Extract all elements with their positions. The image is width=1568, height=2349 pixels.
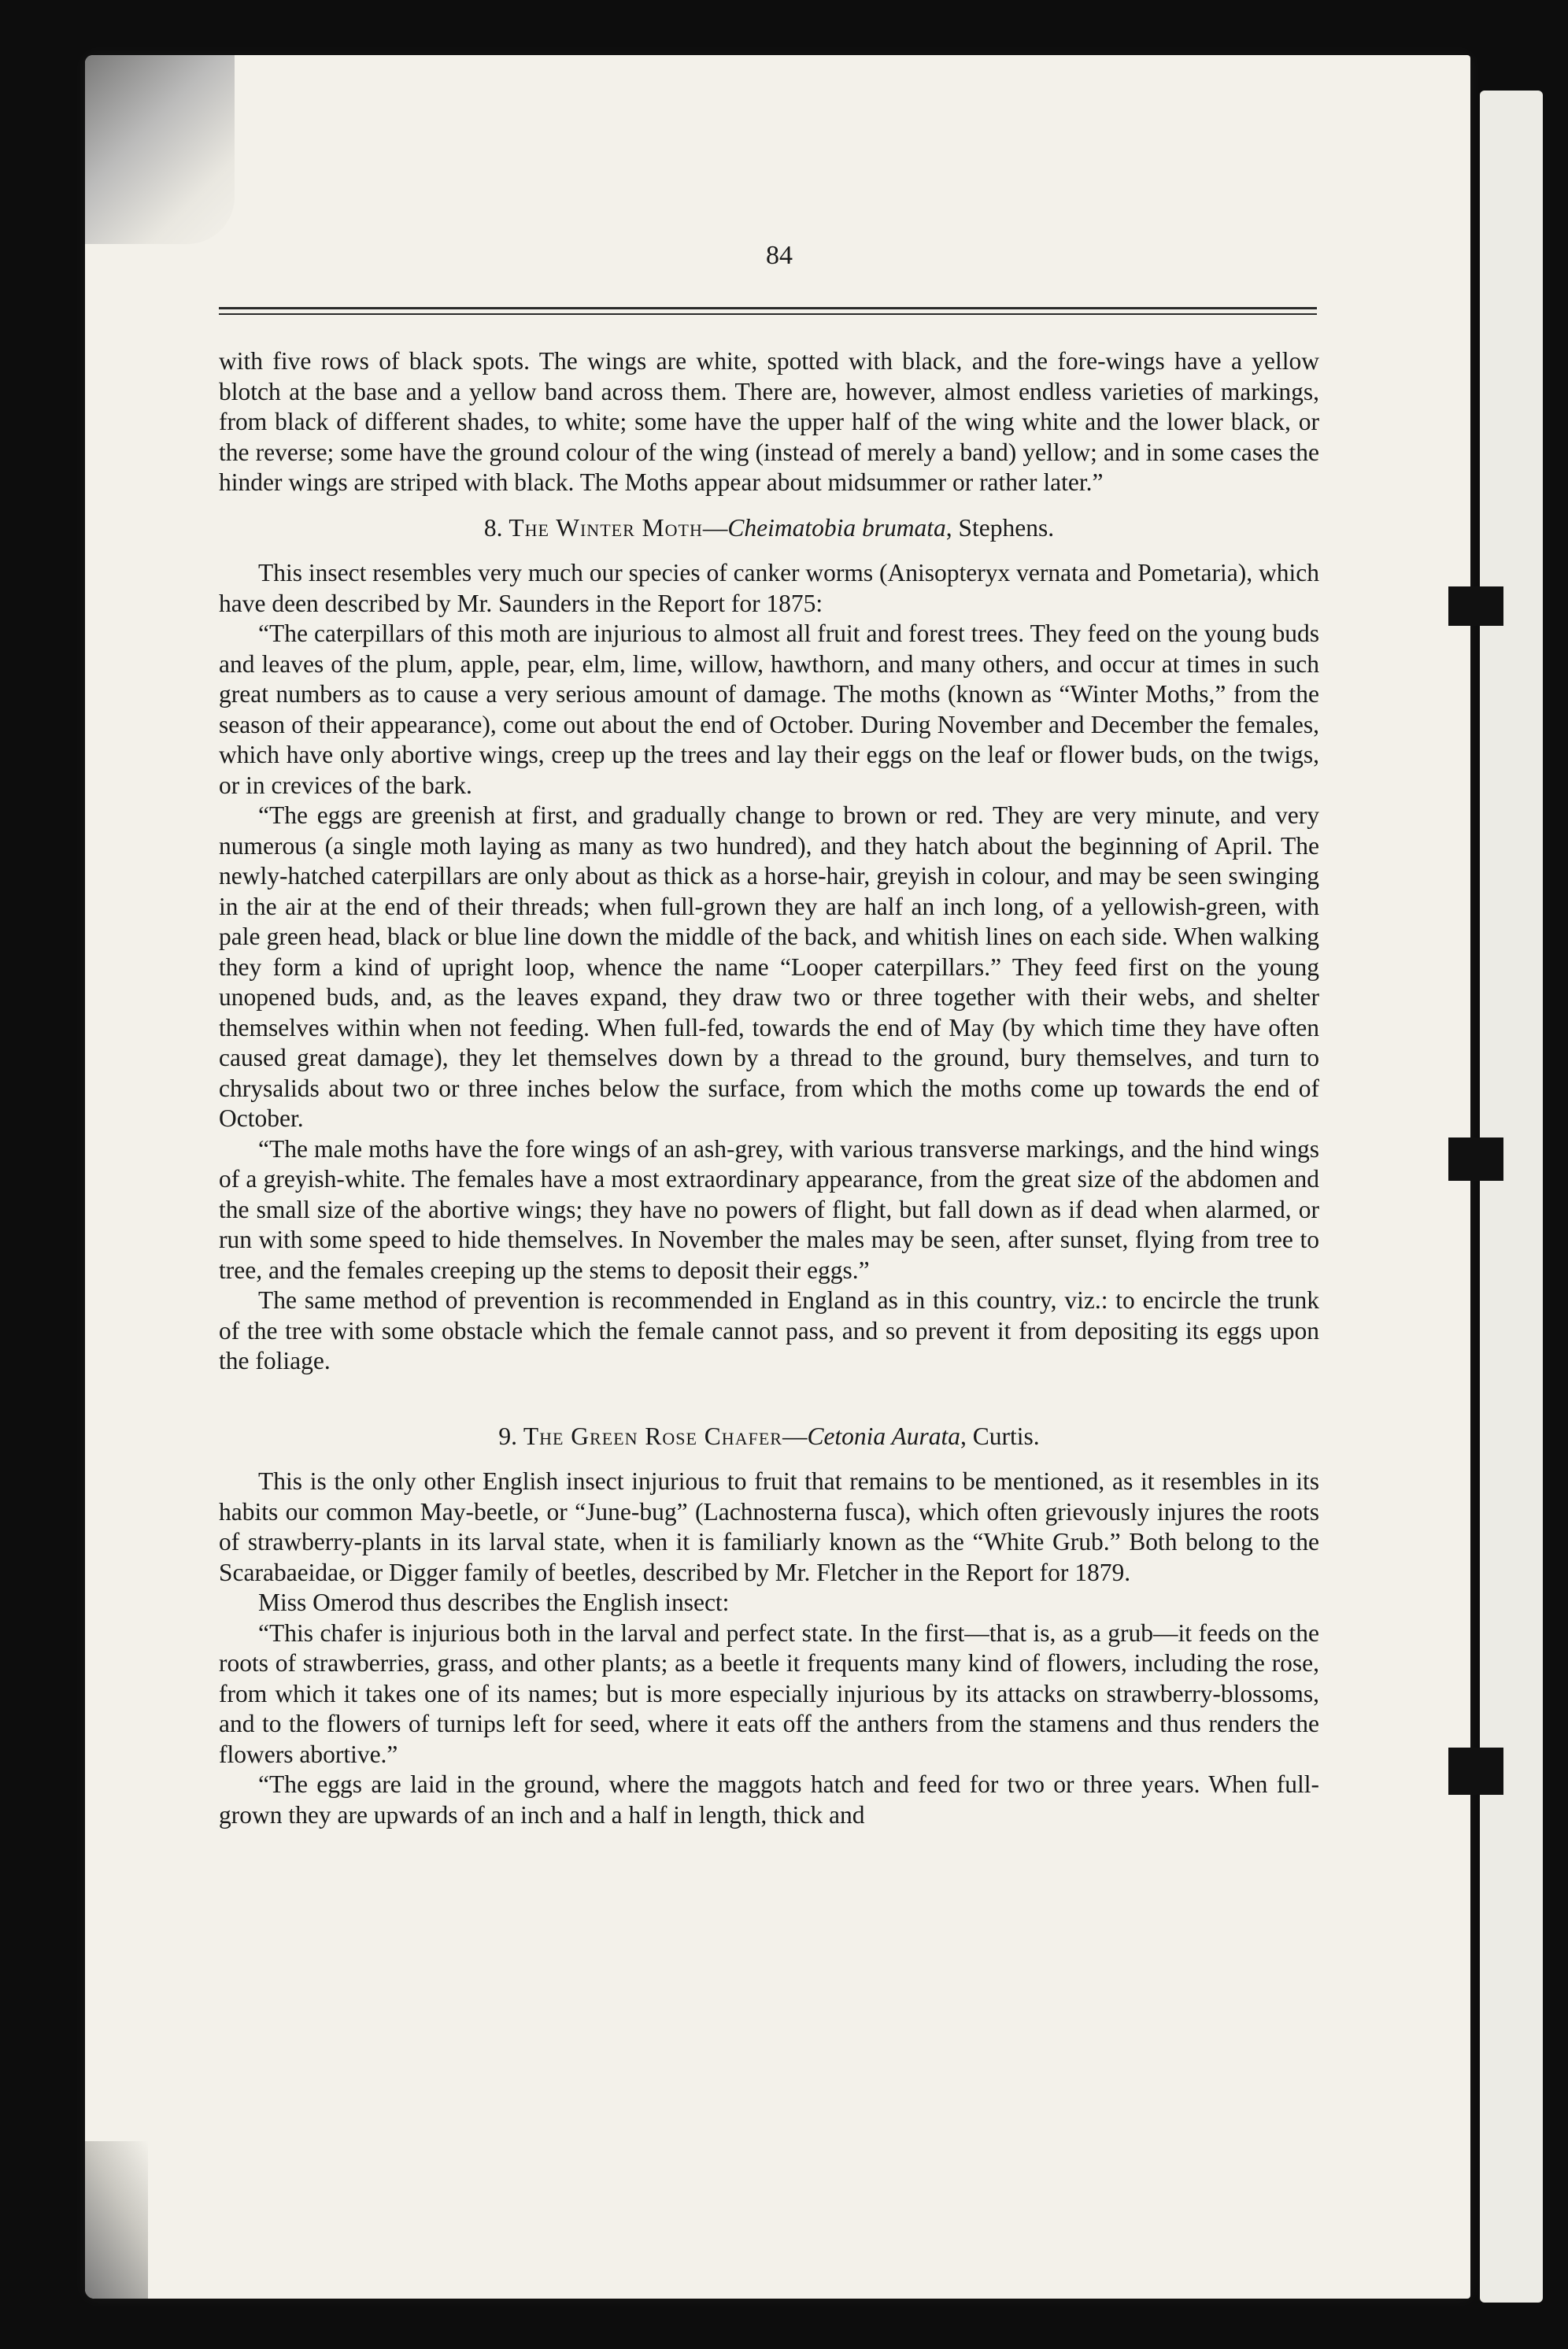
section-heading: [219, 1422, 1319, 1452]
heading-separator: —: [702, 513, 728, 542]
heading-author: , Stephens.: [945, 513, 1055, 542]
header-rule: [219, 313, 1317, 315]
body-paragraph: “The male moths have the fore wings of an ash-grey, with various transverse markings, and the hind wings of a greyish-white. The females have a most extraordinary appearance, from the great size of the abdomen and the small size of the abortive wings; they have no powers of flight, but fall down as if dead when alarmed, or run with some speed to hide themselves. In November the males may be seen, after sunset, flying from tree to tree, and the females creeping up the stems to deposit their eggs.”: [219, 1134, 1319, 1284]
section-spacer: [219, 1377, 1319, 1407]
page-number: 84: [766, 241, 793, 270]
body-paragraph: with five rows of black spots. The wings are white, spotted with black, and the fore-wings have a yellow blotch at the base and a yellow band across them. There are, however, almost endless varieties of markings, from black of different shades, to white; some have the upper half of the wing white and the lower black, or the reverse; some have the ground colour of the wing (instead of merely a band) yellow; and in some cases the hinder wings are striped with black. The Moths appear about midsummer or rather later.”: [219, 347, 1319, 496]
body-paragraph: “This chafer is injurious both in the larval and perfect state. In the first—that is, as a grub—it feeds on the roots of strawberries, grass, and other plants; as a beetle it frequents many kind of flowers, including the rose, from which it takes one of its names; but is more especially injurious by its attacks on strawberry-blossoms, and to the flowers of turnips left for seed, where it eats off the anthers from the stamens and thus renders the flowers abortive.”: [219, 1618, 1319, 1768]
body-paragraph: This insect resembles very much our species of canker worms (Anisopteryx vernata and Pometaria), which have deen described by Mr. Saunders in the Report for 1875:: [219, 559, 1319, 617]
body-paragraph: “The eggs are greenish at first, and gradually change to brown or red. They are very minute, and very numerous (a single moth laying as many as two hundred), and they hatch about the beginning of April. The newly-hatched caterpillars are only about as thick as a horse-hair, greyish in colour, and may be seen swinging in the air at the end of their threads; when full-grown they are half an inch long, of a yellowish-green, with pale green head, black or blue line down the middle of the back, and whitish lines on each side. When walking they form a kind of upright loop, whence the name “Looper caterpillars.” They feed first on the young unopened buds, and, as the leaves expand, they draw two or three together with their webs, and shelter themselves within when not feeding. When full-fed, towards the end of May (by which time they have often caused great damage), they let themselves down by a thread to the ground, bury themselves, and turn to chrysalids about two or three inches below the surface, from which the moths come up towards the end of October.: [219, 801, 1319, 1132]
body-paragraph: The same method of prevention is recommended in England as in this country, viz.: to encircle the trunk of the tree with some obstacle which the female cannot pass, and so prevent it from depositing its eggs upon the foliage.: [219, 1286, 1319, 1374]
heading-number: 9.: [498, 1422, 517, 1450]
heading-number: 8.: [483, 513, 503, 542]
body-paragraph: Miss Omerod thus describes the English insect:: [258, 1589, 730, 1616]
heading-separator: —: [782, 1422, 808, 1450]
section-heading: [219, 513, 1319, 544]
heading-name: The Green Rose Chafer: [523, 1422, 782, 1450]
heading-latin-name: Cheimatobia brumata: [727, 513, 946, 542]
binding-clip-mark: [1448, 586, 1503, 626]
next-page-edge: [1480, 91, 1543, 2303]
heading-author: , Curtis.: [960, 1422, 1040, 1450]
heading-name: The Winter Moth: [508, 513, 703, 542]
binding-clip-mark: [1448, 1138, 1503, 1181]
heading-latin-name: Cetonia Aurata: [807, 1422, 960, 1450]
worn-corner: [85, 2141, 148, 2299]
header-rule: [219, 307, 1317, 309]
torn-corner: [85, 55, 235, 244]
binding-clip-mark: [1448, 1748, 1503, 1795]
body-paragraph: “The caterpillars of this moth are injurious to almost all fruit and forest trees. They feed on the young buds and leaves of the plum, apple, pear, elm, lime, willow, hawthorn, and many others, and occur at times in such great numbers as to cause a very serious amount of damage. The moths (known as “Winter Moths,” from the season of their appearance), come out about the end of October. During November and December the females, which have only abortive wings, creep up the trees and lay their eggs on the leaf or flower buds, on the twigs, or in crevices of the bark.: [219, 620, 1319, 799]
body-paragraph: “The eggs are laid in the ground, where the maggots hatch and feed for two or three years. When full-grown they are upwards of an inch and a half in length, thick and: [219, 1770, 1319, 1829]
page-body: [219, 346, 1319, 1830]
body-paragraph: This is the only other English insect injurious to fruit that remains to be mentioned, as it resembles in its habits our common May-beetle, or “June-bug” (Lachnosterna fusca), which often grievously injures the roots of strawberry-plants in its larval state, when it is familiarly known as the “White Grub.” Both belong to the Scarabaeidae, or Digger family of beetles, described by Mr. Fletcher in the Report for 1879.: [219, 1467, 1319, 1586]
